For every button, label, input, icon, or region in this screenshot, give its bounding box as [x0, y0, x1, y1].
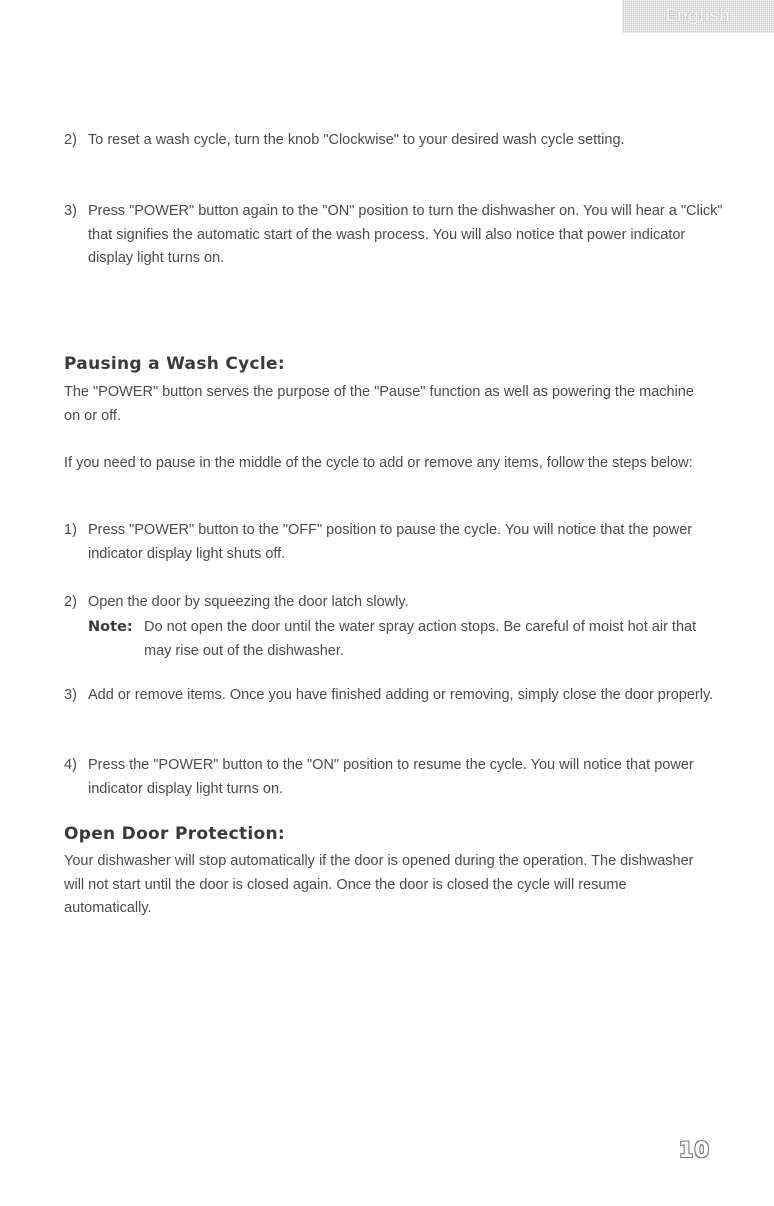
- step-text: Press the "POWER" button to the "ON" position to resume the cycle. You will notice that power indicator display light turns on.: [88, 757, 694, 797]
- step-text: To reset a wash cycle, turn the knob "Clockwise" to your desired wash cycle setting.: [88, 132, 625, 148]
- pausing-intro: The "POWER" button serves the purpose of the "Pause" function as well as powering the machine on or off.: [64, 384, 694, 424]
- step-number: 1): [64, 522, 77, 538]
- pause-step-4: [64, 754, 724, 801]
- pause-step-2: [64, 591, 724, 615]
- step-text: Open the door by squeezing the door latch slowly.: [88, 594, 409, 610]
- step-number: 3): [64, 687, 77, 703]
- note-text: Do not open the door until the water spray action stops. Be careful of moist hot air that may rise out of the dishwasher.: [144, 619, 697, 659]
- reset-step-2: [64, 129, 724, 153]
- step-text: Press "POWER" button to the "OFF" position to pause the cycle. You will notice that the power indicator display light shuts off.: [88, 522, 693, 562]
- step-number: 3): [64, 203, 77, 219]
- pause-step-1: [64, 519, 724, 566]
- step-number: 4): [64, 757, 77, 773]
- page-number: 10: [678, 1138, 710, 1162]
- language-tab: English: [622, 0, 774, 33]
- step-number: 2): [64, 594, 77, 610]
- pausing-heading: Pausing a Wash Cycle:: [64, 354, 285, 374]
- note-block: [88, 616, 698, 663]
- step-text: Add or remove items. Once you have finished adding or removing, simply close the door properly.: [88, 687, 714, 703]
- note-label: Note:: [88, 619, 133, 635]
- pausing-lead: If you need to pause in the middle of the cycle to add or remove any items, follow the steps below:: [64, 455, 693, 471]
- step-number: 2): [64, 132, 77, 148]
- reset-step-3: [64, 200, 724, 271]
- pause-step-3: [64, 684, 724, 708]
- open-door-heading: Open Door Protection:: [64, 824, 286, 844]
- open-door-text: Your dishwasher will stop automatically if the door is opened during the operation. The dishwasher will not start until the door is closed again. Once the door is closed the cycle will resume automatically.: [64, 853, 694, 916]
- step-text: Press "POWER" button again to the "ON" position to turn the dishwasher on. You will hear a "Click" that signifies the automatic start of the wash process. You will also notice that power indicator display light turns on.: [88, 203, 723, 266]
